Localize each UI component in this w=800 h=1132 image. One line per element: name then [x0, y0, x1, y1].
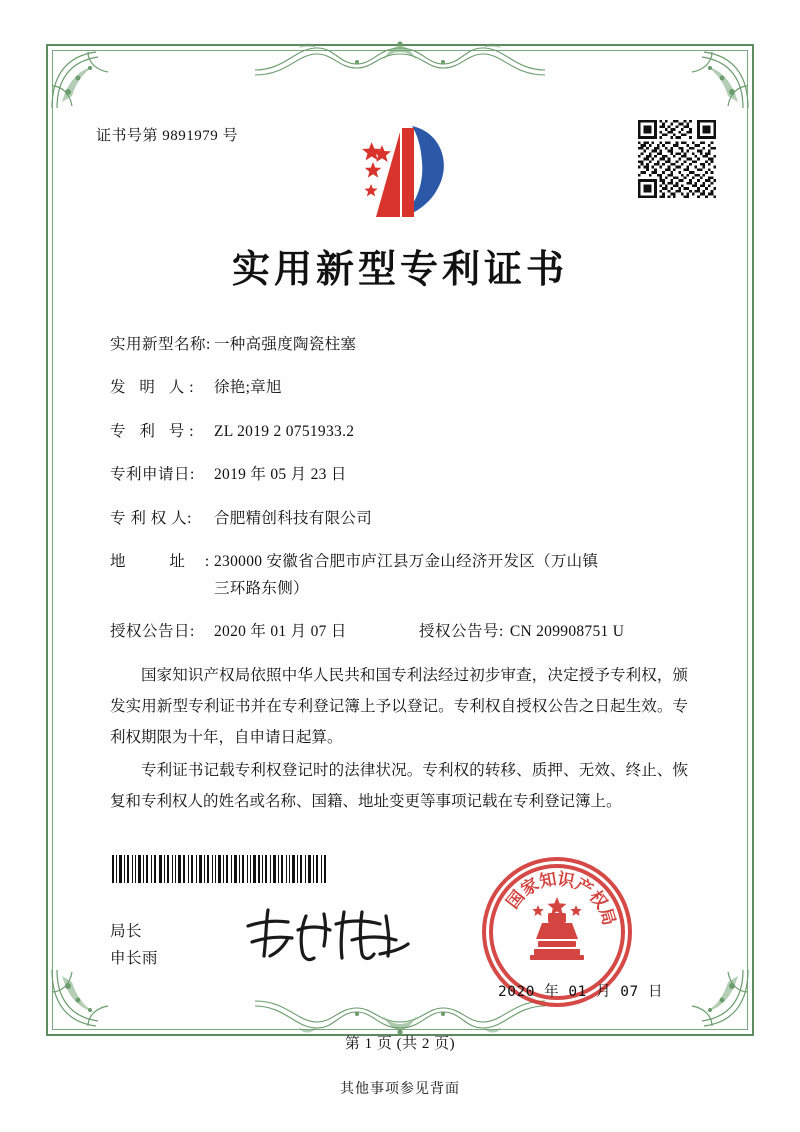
field-label: 发 明 人: [110, 379, 199, 397]
field-row-application-date [110, 464, 700, 486]
field-row-patentee [110, 508, 700, 530]
field-value: 一种高强度陶瓷柱塞 [214, 336, 357, 353]
field-row-address [110, 551, 700, 600]
field-row-patent-number [110, 421, 700, 443]
handwritten-signature-icon [240, 900, 420, 970]
svg-text:国: 国 [502, 887, 530, 913]
field-label: 专 利 号: [110, 422, 199, 440]
field-label: 专利申请日: [110, 466, 195, 484]
page-title: 实用新型专利证书 [231, 246, 568, 291]
barcode-icon [110, 855, 328, 883]
field-value: 2020 年 01 月 07 日 [214, 623, 347, 641]
field-value [214, 551, 700, 600]
field-list [110, 334, 700, 665]
qr-code-icon [638, 120, 716, 198]
field-label: 专 利 权 人: [110, 509, 192, 527]
seal-date: 2020 年 01 月 07 日 [498, 984, 663, 1000]
address-line-2: 三环路东侧） [214, 579, 309, 597]
field-row-inventor [110, 377, 700, 399]
body-text [110, 660, 688, 819]
field-row-utility-model-name [110, 334, 700, 356]
field-value-secondary: CN 209908751 U [509, 623, 625, 641]
field-label: 授权公告日: [110, 623, 195, 641]
svg-text:知: 知 [537, 869, 559, 893]
page-number: 第 1 页 (共 2 页) [344, 1036, 456, 1052]
top-flourish-ornament-icon [255, 40, 545, 82]
field-value: ZL 2019 2 0751933.2 [214, 422, 355, 440]
cnipa-patent-logo-icon [340, 118, 460, 223]
field-value: 2019 年 05 月 23 日 [214, 466, 347, 484]
director-name-label: 申长雨 [110, 950, 159, 968]
address-line-1: 230000 安徽省合肥市庐江县万金山经济开发区（万山镇 [214, 553, 599, 571]
svg-text:家: 家 [517, 874, 543, 901]
svg-text:识: 识 [555, 869, 577, 893]
director-title-label: 局长 [110, 923, 143, 940]
field-label: 地 址: [110, 553, 230, 571]
field-value: 合肥精创科技有限公司 [214, 509, 373, 527]
field-row-grant-announcement [110, 621, 700, 643]
svg-text:产: 产 [571, 874, 597, 901]
field-label-secondary: 授权公告号: [419, 623, 504, 641]
svg-text:权: 权 [584, 887, 612, 913]
paragraph-2: 专利证书记载专利权登记时的法律状况。专利权的转移、质押、无效、终止、恢复和专利权人的姓名或名称、国籍、地址变更等事项记载在专利登记簿上。 [110, 762, 688, 810]
svg-text:局: 局 [594, 905, 619, 928]
paragraph-1: 国家知识产权局依照中华人民共和国专利法经过初步审查，决定授予专利权，颁发实用新型专利证书并在专利登记簿上予以登记。专利权自授权公告之日起生效。专利权期限为十年，自申请日起算。 [110, 667, 688, 746]
field-value: 徐艳;章旭 [214, 379, 282, 397]
footer-note: 其他事项参见背面 [340, 1082, 460, 1097]
field-label: 实用新型名称: [110, 336, 211, 353]
signature-labels [110, 918, 158, 972]
certificate-number: 证书号第 9891979 号 [96, 128, 239, 144]
